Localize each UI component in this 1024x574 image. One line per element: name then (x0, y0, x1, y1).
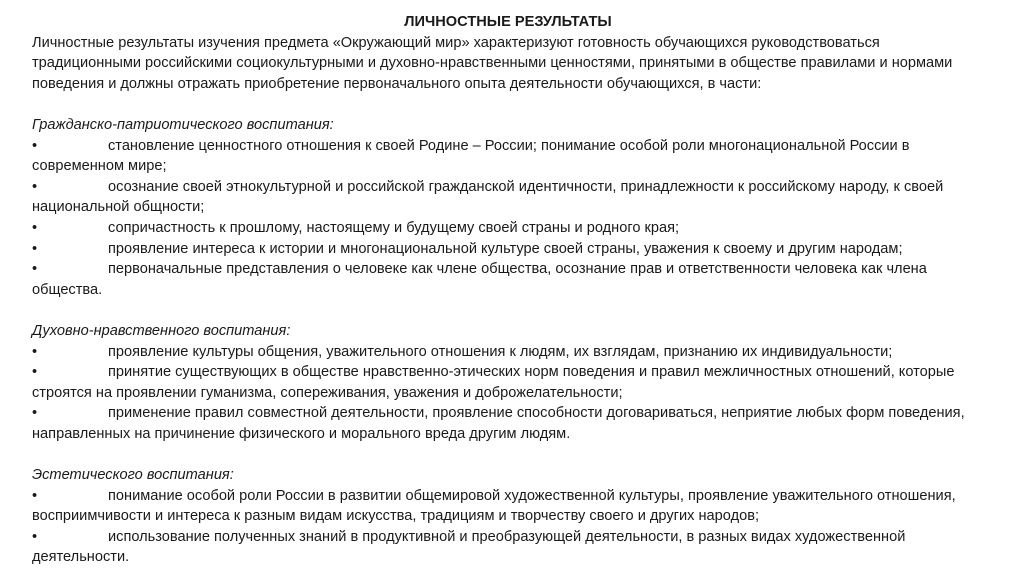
section-heading: Духовно-нравственного воспитания: (32, 322, 291, 339)
bullet-mark: • (32, 364, 38, 381)
bullet-mark: • (32, 343, 38, 360)
section-heading: Гражданско-патриотического воспитания: (32, 116, 334, 133)
list-item (32, 527, 984, 568)
list-item-text: осознание своей этнокультурной и российской гражданской идентичности, принадлежности к российскому народу, к своей национальной общности; (32, 178, 944, 216)
list-item (32, 342, 984, 363)
list-item (32, 259, 984, 300)
section-heading: Эстетического воспитания: (32, 467, 234, 484)
list-item (32, 486, 984, 527)
list-item (32, 362, 984, 403)
list-item (32, 403, 984, 444)
intro-paragraph: Личностные результаты изучения предмета «Окружающий мир» характеризуют готовность обучающихся руководствоваться традиционными российскими социокультурными и духовно-нравственными ценностями, принятыми в обществе правилами и нормами поведения и должны отражать приобретение первоначального опыта деятельности обучающихся, в части: (32, 34, 953, 92)
list-item-text: использование полученных знаний в продуктивной и преобразующей деятельности, в разных видах художественной деятельности. (32, 528, 906, 566)
list-item (32, 218, 984, 239)
bullet-mark: • (32, 137, 38, 154)
bullet-mark: • (32, 178, 38, 195)
bullet-mark: • (32, 487, 38, 504)
section-civic (32, 115, 984, 300)
section-moral (32, 321, 984, 445)
page-title: ЛИЧНОСТНЫЕ РЕЗУЛЬТАТЫ (404, 14, 612, 30)
list-item-text: становление ценностного отношения к своей Родине – России; понимание особой роли многонациональной России в современном мире; (32, 137, 910, 175)
bullet-mark: • (32, 219, 38, 236)
list-item-text: сопричастность к прошлому, настоящему и будущему своей страны и родного края; (108, 219, 680, 236)
list-item (32, 177, 984, 218)
list-item-text: принятие существующих в обществе нравственно-этических норм поведения и правил межличностных отношений, которые строятся на проявлении гуманизма, сопереживания, уважения и доброжелательности; (32, 364, 955, 401)
bullet-mark: • (32, 528, 38, 545)
bullet-mark: • (32, 240, 38, 257)
list-item-text: проявление культуры общения, уважительного отношения к людям, их взглядам, признанию их индивидуальности; (108, 343, 893, 360)
bullet-mark: • (32, 261, 38, 278)
list-item-text: первоначальные представления о человеке как члене общества, осознание прав и ответственности человека как члена общества. (32, 261, 927, 298)
list-item-text: понимание особой роли России в развитии общемировой художественной культуры, проявление уважительного отношения, восприимчивости и интереса к разным видам искусства, традициям и творчеству своего и других народов; (32, 487, 956, 525)
bullet-mark: • (32, 405, 38, 422)
section-aesthetic (32, 465, 984, 568)
list-item-text: применение правил совместной деятельности, проявление способности договариваться, неприятие любых форм поведения, направленных на причинение физического и морального вреда другим людям. (32, 405, 965, 442)
list-item-text: проявление интереса к истории и многонациональной культуре своей страны, уважения к своему и другим народам; (108, 240, 903, 257)
list-item (32, 136, 984, 177)
list-item (32, 239, 984, 260)
